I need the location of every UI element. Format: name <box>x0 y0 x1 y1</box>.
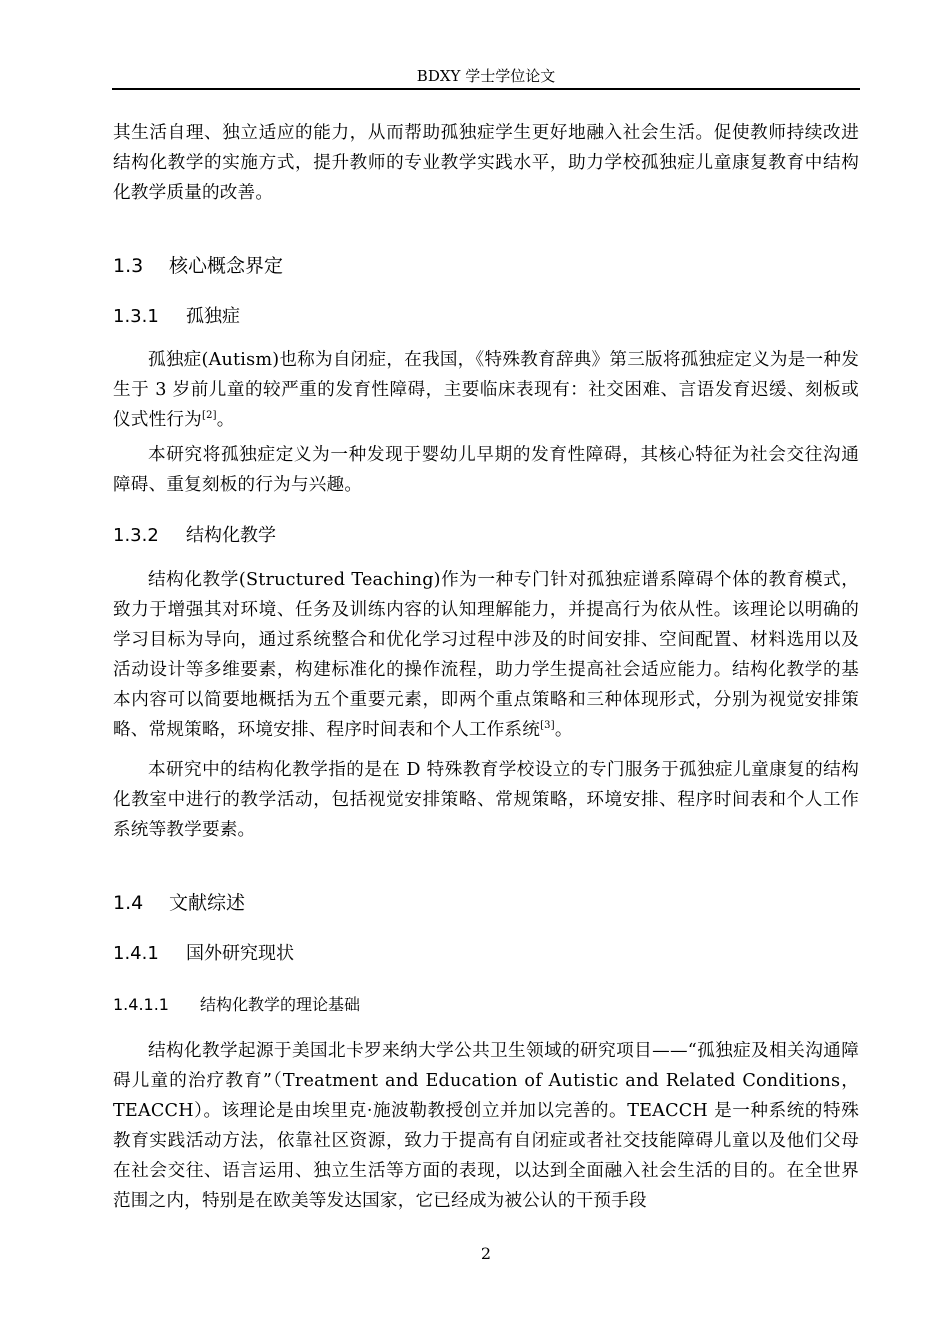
heading-title: 结构化教学的理论基础 <box>200 995 361 1014</box>
heading-number: 1.3 <box>113 255 144 277</box>
header-rule <box>112 88 860 90</box>
heading-1-3-1 <box>113 305 240 329</box>
paragraph-end: 。 <box>216 410 235 430</box>
heading-1-4-1 <box>113 942 294 966</box>
heading-1-4-1-1 <box>113 994 360 1016</box>
heading-title: 核心概念界定 <box>169 255 284 277</box>
running-header: BDXY 学士学位论文 <box>416 67 556 85</box>
paragraph-theory-foundation: 结构化教学起源于美国北卡罗来纳大学公共卫生领域的研究项目——“孤独症及相关沟通障碍儿童的治疗教育”（Treatment and Education of Autistic and Related Conditions，TEACCH）。该理论是由埃里克·施波勒教授创立并加以完善的。TEACCH 是一种系统的特殊教育实践活动方法，依靠社区资源，致力于提高有自闭症或者社交技能障碍儿童以及他们父母在社会交往、语言运用、独立生活等方面的表现，以达到全面融入社会生活的目的。在全世界范围之内，特别是在欧美等发达国家，它已经成为被公认的干预手段 <box>113 1041 859 1211</box>
heading-1-4 <box>113 890 245 916</box>
heading-title: 国外研究现状 <box>186 943 294 964</box>
heading-number: 1.3.2 <box>113 525 159 546</box>
heading-number: 1.4 <box>113 892 144 914</box>
paragraph-autism-definition <box>113 345 859 435</box>
paragraph-end: 。 <box>554 720 573 740</box>
paragraph-autism-research: 本研究将孤独症定义为一种发现于婴幼儿早期的发育性障碍，其核心特征为社会交往沟通障碍、重复刻板的行为与兴趣。 <box>113 445 859 495</box>
heading-title: 孤独症 <box>186 306 240 327</box>
paragraph-text: 孤独症(Autism)也称为自闭症，在我国，《特殊教育辞典》第三版将孤独症定义为是一种发生于 3 岁前儿童的较严重的发育性障碍，主要临床表现有：社交困难、言语发育迟缓、刻板或仪式性行为 <box>113 350 859 430</box>
heading-number: 1.4.1 <box>113 943 159 964</box>
paragraph-text: 结构化教学(Structured Teaching)作为一种专门针对孤独症谱系障碍个体的教育模式，致力于增强其对环境、任务及训练内容的认知理解能力，并提高行为依从性。该理论以明确的学习目标为导向，通过系统整合和优化学习过程中涉及的时间安排、空间配置、材料选用以及活动设计等多维要素，构建标准化的操作流程，助力学生提高社会适应能力。结构化教学的基本内容可以简要地概括为五个重要元素，即两个重点策略和三种体现形式，分别为视觉安排策略、常规策略，环境安排、程序时间表和个人工作系统 <box>113 570 859 740</box>
heading-1-3-2 <box>113 524 276 548</box>
page-number: 2 <box>480 1244 492 1263</box>
paragraph-structured-teaching-research: 本研究中的结构化教学指的是在 D 特殊教育学校设立的专门服务于孤独症儿童康复的结构化教室中进行的教学活动，包括视觉安排策略、常规策略，环境安排、程序时间表和个人工作系统等教学要素。 <box>113 760 859 840</box>
paragraph-intro: 其生活自理、独立适应的能力，从而帮助孤独症学生更好地融入社会生活。促使教师持续改进结构化教学的实施方式，提升教师的专业教学实践水平，助力学校孤独症儿童康复教育中结构化教学质量的改善。 <box>113 123 859 203</box>
paragraph-structured-teaching-definition <box>113 565 859 745</box>
heading-number: 1.4.1.1 <box>113 995 169 1014</box>
heading-number: 1.3.1 <box>113 306 159 327</box>
heading-title: 结构化教学 <box>186 525 276 546</box>
citation-2: [2] <box>201 410 217 422</box>
heading-title: 文献综述 <box>169 892 246 914</box>
heading-1-3 <box>113 253 283 279</box>
citation-3: [3] <box>540 720 555 732</box>
